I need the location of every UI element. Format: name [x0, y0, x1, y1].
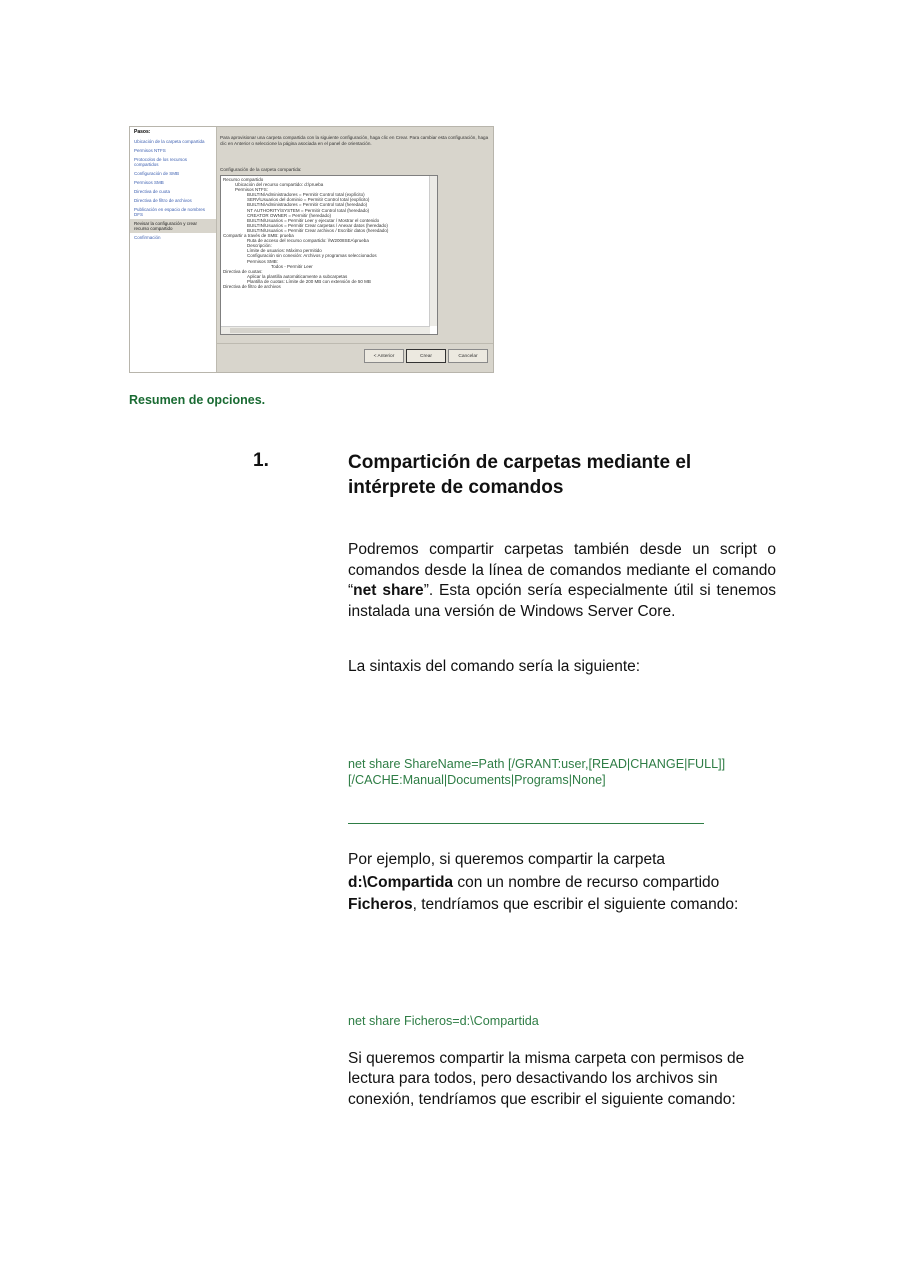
- step-smb-config: Configuración de SMB: [134, 171, 180, 176]
- config-line: NT AUTHORITY\SYSTEM = Permitir Control total (heredado): [247, 207, 370, 213]
- config-line: Ruta de acceso del recurso compartido: \\W2008SEA\prueba: [247, 238, 369, 244]
- horizontal-rule: [348, 823, 704, 824]
- cancel-button: Cancelar: [448, 349, 488, 363]
- section-number: 1.: [253, 450, 269, 471]
- config-line: Descripción:: [247, 243, 272, 249]
- create-button: Crear: [406, 349, 446, 363]
- step-share-protocols: Protocolos de los recursos compartidos: [134, 157, 188, 167]
- p1-text-a: Podremos compartir carpetas también desde un script o comandos desde la línea de comandos mediante el comando “: [348, 541, 776, 599]
- config-summary-box: [220, 175, 438, 335]
- steps-header: Pasos:: [134, 129, 151, 135]
- config-lines: [221, 176, 437, 290]
- config-line: Compartir a través de SMB: prueba: [223, 233, 294, 239]
- horizontal-scrollbar: [221, 326, 430, 334]
- p3-text-c: con un nombre de recurso compartido: [453, 873, 720, 891]
- readonly-paragraph: Si queremos compartir la misma carpeta con permisos de lectura para todos, pero desactivando los archivos sin conexión, tendríamos que escribir el siguiente comando:: [348, 1050, 745, 1108]
- section-title: Compartición de carpetas mediante el intérprete de comandos: [348, 452, 692, 498]
- p3-text-e: , tendríamos que escribir el siguiente comando:: [412, 896, 739, 914]
- config-line: Permisos NTFS:: [235, 187, 269, 193]
- config-line: BUILTIN\Usuarios = Permitir Crear archivos / Escribir datos (heredado): [247, 227, 389, 233]
- syntax-code-line-2: [/CACHE:Manual|Documents|Programs|None]: [348, 773, 606, 787]
- step-confirmation: Confirmación: [134, 235, 161, 240]
- config-line: Ubicación del recurso compartido: d:\prueba: [235, 182, 324, 188]
- scroll-thumb: [230, 328, 290, 333]
- example-paragraph: [348, 849, 748, 917]
- vertical-scrollbar: [429, 176, 437, 326]
- config-line: Límite de usuarios: Máximo permitido: [247, 248, 322, 254]
- syntax-paragraph: La sintaxis del comando sería la siguiente:: [348, 658, 641, 675]
- config-line: Recurso compartido: [223, 177, 264, 182]
- wizard-separator: [216, 343, 494, 344]
- config-line: BUILTIN\Usuarios = Permitir Leer y ejecutar / Mostrar el contenido: [247, 217, 380, 223]
- net-share-term: net share: [353, 582, 424, 599]
- wizard-intro-text: Para aprovisionar una carpeta compartida con la siguiente configuración, haga clic en Crear. Para cambiar esta configuración, haga clic en Anterior o seleccione la página asociada en el panel de orientación.: [220, 135, 489, 146]
- config-line: BUILTIN\Administradores = Permitir Control total (heredado): [247, 202, 368, 208]
- intro-paragraph: [348, 540, 776, 622]
- config-line: BUILTIN\Administradores = Permitir Control total (explícito): [247, 192, 365, 198]
- p1-text-c: ”. Esta opción sería especialmente útil si tenemos instalada una versión de Windows Server Core.: [348, 582, 776, 620]
- step-dfs-publishing: Publicación en espacio de nombres DFS: [134, 207, 206, 217]
- wizard-screenshot: [129, 126, 494, 373]
- config-line: Directiva de filtro de archivos: [223, 283, 281, 289]
- config-line: BUILTIN\Usuarios = Permitir Crear carpetas / Anexar datos (heredado): [247, 222, 388, 228]
- config-line: Directiva de cuotas:: [223, 268, 263, 274]
- config-line: Todos - Permitir Leer: [271, 263, 313, 269]
- figure-caption: Resumen de opciones.: [129, 393, 266, 407]
- step-quota-policy: Directiva de cuota: [134, 189, 171, 194]
- share-name-term: Ficheros: [348, 896, 413, 914]
- config-line: Configuración sin conexión: Archivos y programas seleccionados: [247, 253, 377, 259]
- back-button: < Anterior: [364, 349, 404, 363]
- step-share-location: Ubicación de la carpeta compartida: [134, 139, 205, 144]
- config-label: Configuración de la carpeta compartida:: [220, 167, 302, 172]
- config-line: Plantilla de cuotas: Límite de 200 MB con extensión de 50 MB: [247, 278, 371, 284]
- syntax-code-line-1: net share ShareName=Path [/GRANT:user,[READ|CHANGE|FULL]]: [348, 757, 726, 771]
- step-review-create: Revisar la configuración y crear recurso compartido: [130, 219, 216, 233]
- config-line: Aplicar la plantilla automáticamente a subcarpetas: [247, 273, 348, 279]
- p3-text-a: Por ejemplo, si queremos compartir la carpeta: [348, 851, 666, 868]
- folder-path-term: d:\Compartida: [348, 873, 454, 891]
- config-line: SERV\Usuarios del dominio = Permitir Control total (explícito): [247, 197, 370, 203]
- example-code: net share Ficheros=d:\Compartida: [348, 1014, 539, 1028]
- config-line: CREATOR OWNER = Permitir (heredado): [247, 212, 331, 218]
- step-smb-permissions: Permisos SMB: [134, 180, 164, 185]
- syntax-code: [348, 756, 788, 788]
- config-line: Permisos SMB:: [247, 258, 279, 264]
- step-ntfs-permissions: Permisos NTFS: [134, 148, 166, 153]
- step-file-screen-policy: Directiva de filtro de archivos: [134, 198, 192, 203]
- wizard-steps-panel: [130, 127, 217, 373]
